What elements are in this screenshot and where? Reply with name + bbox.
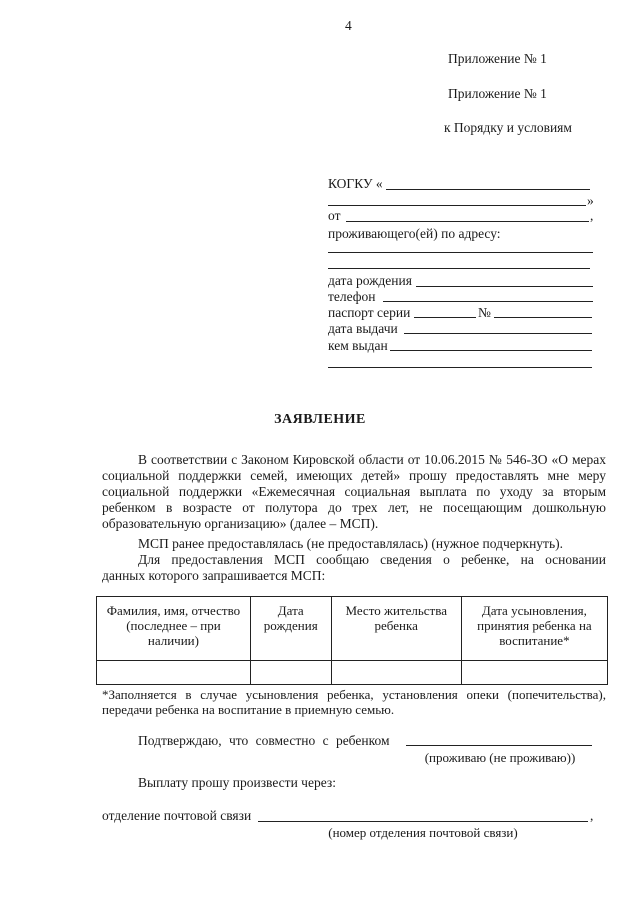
from-field[interactable] (346, 221, 589, 222)
post-office-hint: (номер отделения почтовой связи) (328, 825, 518, 840)
paragraph-1-main: В соответствии с Законом Кировской области от 10.06.2015 № 546-ЗО «О мерах социальной поддержки семей, имеющих детей» прошу предоставлять мне меру социальной поддержки «Ежемесячная социальная выплата по уходу за вторым ребенком в возрасте от полутора до трех лет, не посещающим дошкольную (102, 452, 606, 515)
issued-by-field-2[interactable] (328, 367, 592, 368)
table-header-row (97, 597, 608, 661)
post-office-field[interactable] (258, 821, 588, 822)
passport-number-label: № (478, 305, 491, 320)
birth-date-field[interactable] (416, 286, 593, 287)
paragraph-3-main: Для предоставления МСП сообщаю сведения о ребенке, на основании (138, 552, 606, 567)
footnote-last: передачи ребенка на воспитание в приемную семью. (102, 702, 395, 717)
issue-date-field[interactable] (404, 333, 592, 334)
org-name-field-2[interactable] (328, 205, 586, 206)
confirm-text: Подтверждаю, что совместно с ребенком (138, 733, 390, 748)
confirm-field[interactable] (406, 745, 592, 746)
phone-field[interactable] (383, 301, 593, 302)
paragraph-3-last: данных которого запрашивается МСП: (102, 568, 326, 583)
post-office-label: отделение почтовой связи (102, 808, 252, 823)
appendix-line-1: Приложение № 1 (448, 51, 547, 66)
footnote-main: *Заполняется в случае усыновления ребенка, установления опеки (попечительства), (102, 687, 606, 702)
passport-series-field[interactable] (414, 317, 476, 318)
passport-number-field[interactable] (494, 317, 592, 318)
issued-by-field[interactable] (390, 350, 592, 351)
issued-by-label: кем выдан (328, 338, 388, 353)
org-name-field[interactable] (386, 189, 590, 190)
paragraph-2: МСП ранее предоставлялась (не предоставлялась) (нужное подчеркнуть). (138, 536, 563, 551)
from-label: от (328, 208, 341, 223)
address-field-2[interactable] (328, 268, 590, 269)
table-row (97, 661, 608, 685)
birth-date-label: дата рождения (328, 273, 412, 288)
paragraph-3 (102, 552, 606, 584)
table-header-cell: Фамилия, имя, отчество (последнее – при наличии) (97, 597, 251, 661)
paragraph-1 (102, 452, 606, 532)
passport-series-label: паспорт серии (328, 305, 411, 320)
document-title: ЗАЯВЛЕНИЕ (274, 412, 366, 427)
table-cell-birth-date[interactable] (250, 661, 331, 685)
appendix-line-3: к Порядку и условиям (444, 120, 572, 135)
org-prefix: КОГКУ « (328, 176, 383, 191)
issue-date-label: дата выдачи (328, 321, 398, 336)
child-info-table (96, 596, 608, 685)
residing-label: проживающего(ей) по адресу: (328, 226, 501, 241)
payment-text: Выплату прошу произвести через: (138, 775, 336, 790)
table-cell-name[interactable] (97, 661, 251, 685)
table-cell-adoption-date[interactable] (461, 661, 607, 685)
table-header-cell: Место жительства ребенка (331, 597, 461, 661)
from-suffix: , (590, 208, 594, 223)
phone-label: телефон (328, 289, 376, 304)
post-office-suffix: , (590, 808, 594, 823)
appendix-line-2: Приложение № 1 (448, 86, 547, 101)
table-header-cell: Дата усыновления, принятия ребенка на воспитание* (461, 597, 607, 661)
table-cell-residence[interactable] (331, 661, 461, 685)
address-field-1[interactable] (328, 252, 593, 253)
org-suffix: » (587, 193, 594, 208)
page-number: 4 (345, 18, 352, 33)
footnote (102, 687, 606, 717)
confirm-hint: (проживаю (не проживаю)) (424, 750, 576, 765)
table-header-cell: Дата рождения (250, 597, 331, 661)
paragraph-1-last: образовательную организацию» (далее – МСП). (102, 516, 379, 531)
